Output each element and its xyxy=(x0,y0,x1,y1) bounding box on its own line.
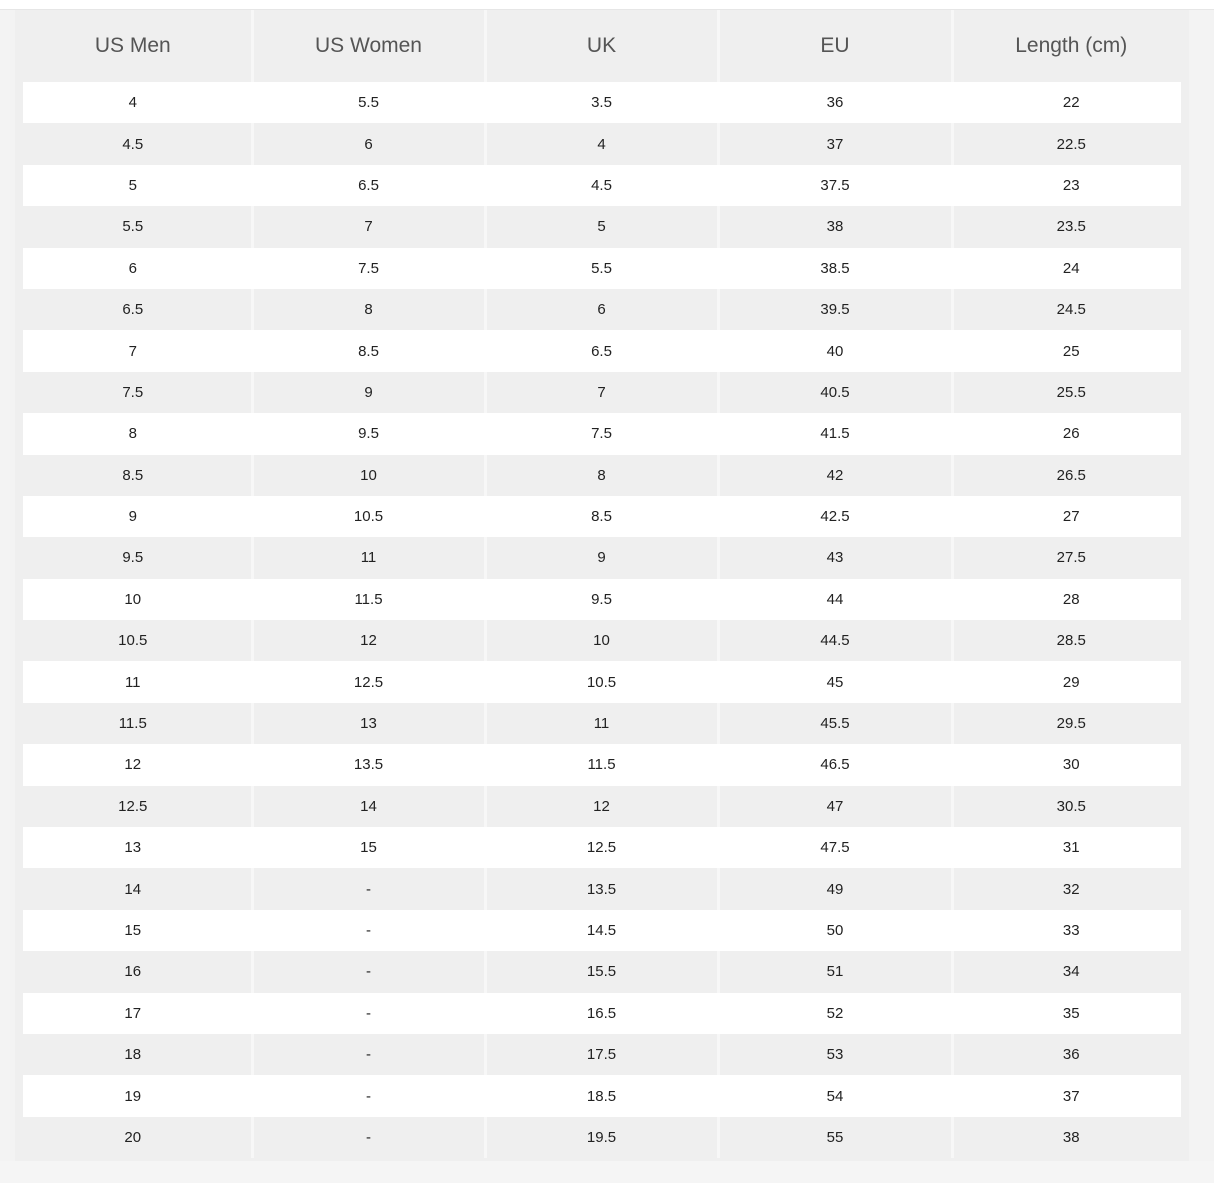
cell-eu: 47 xyxy=(718,786,952,827)
header-row xyxy=(15,10,1189,82)
cell-uk: 11 xyxy=(485,703,718,744)
cell-us-men: 6.5 xyxy=(15,289,252,330)
table-row xyxy=(15,123,1189,164)
cell-uk: 6 xyxy=(485,289,718,330)
table-row xyxy=(15,165,1189,206)
cell-us-women: - xyxy=(252,910,485,951)
cell-us-women: 9 xyxy=(252,372,485,413)
cell-length-cm: 24 xyxy=(952,248,1189,289)
cell-length-cm: 35 xyxy=(952,993,1189,1034)
table-row xyxy=(15,786,1189,827)
header-us-men: US Men xyxy=(15,10,252,82)
cell-length-cm: 29.5 xyxy=(952,703,1189,744)
cell-us-women: - xyxy=(252,993,485,1034)
cell-us-men: 12.5 xyxy=(15,786,252,827)
cell-us-men: 4.5 xyxy=(15,123,252,164)
cell-uk: 13.5 xyxy=(485,868,718,909)
cell-uk: 15.5 xyxy=(485,951,718,992)
cell-eu: 45.5 xyxy=(718,703,952,744)
table-row xyxy=(15,330,1189,371)
cell-eu: 42.5 xyxy=(718,496,952,537)
cell-eu: 50 xyxy=(718,910,952,951)
cell-length-cm: 23.5 xyxy=(952,206,1189,247)
cell-us-men: 17 xyxy=(15,993,252,1034)
size-chart-header xyxy=(15,10,1189,82)
header-uk: UK xyxy=(485,10,718,82)
cell-eu: 44 xyxy=(718,579,952,620)
cell-uk: 6.5 xyxy=(485,330,718,371)
table-row xyxy=(15,993,1189,1034)
table-row xyxy=(15,455,1189,496)
cell-eu: 39.5 xyxy=(718,289,952,330)
table-row xyxy=(15,537,1189,578)
cell-length-cm: 26 xyxy=(952,413,1189,454)
table-row xyxy=(15,951,1189,992)
table-row xyxy=(15,620,1189,661)
header-length-cm: Length (cm) xyxy=(952,10,1189,82)
cell-uk: 4.5 xyxy=(485,165,718,206)
cell-us-men: 13 xyxy=(15,827,252,868)
cell-eu: 46.5 xyxy=(718,744,952,785)
cell-length-cm: 25 xyxy=(952,330,1189,371)
cell-length-cm: 37 xyxy=(952,1075,1189,1116)
cell-us-men: 5 xyxy=(15,165,252,206)
cell-us-men: 18 xyxy=(15,1034,252,1075)
cell-length-cm: 29 xyxy=(952,661,1189,702)
table-row xyxy=(15,579,1189,620)
cell-us-women: - xyxy=(252,1075,485,1116)
table-row xyxy=(15,496,1189,537)
table-row xyxy=(15,413,1189,454)
cell-us-women: - xyxy=(252,1117,485,1158)
table-row xyxy=(15,82,1189,123)
cell-us-men: 15 xyxy=(15,910,252,951)
cell-uk: 12.5 xyxy=(485,827,718,868)
cell-us-women: 9.5 xyxy=(252,413,485,454)
cell-us-men: 10 xyxy=(15,579,252,620)
cell-us-men: 9 xyxy=(15,496,252,537)
cell-us-women: 14 xyxy=(252,786,485,827)
cell-us-women: 12.5 xyxy=(252,661,485,702)
table-row xyxy=(15,1075,1189,1116)
cell-uk: 11.5 xyxy=(485,744,718,785)
cell-us-men: 9.5 xyxy=(15,537,252,578)
cell-eu: 49 xyxy=(718,868,952,909)
cell-us-men: 20 xyxy=(15,1117,252,1158)
cell-us-women: 11.5 xyxy=(252,579,485,620)
table-row xyxy=(15,1117,1189,1158)
cell-length-cm: 22 xyxy=(952,82,1189,123)
cell-us-men: 5.5 xyxy=(15,206,252,247)
cell-uk: 5 xyxy=(485,206,718,247)
cell-eu: 42 xyxy=(718,455,952,496)
cell-eu: 37.5 xyxy=(718,165,952,206)
table-row xyxy=(15,289,1189,330)
cell-us-men: 11.5 xyxy=(15,703,252,744)
table-row xyxy=(15,827,1189,868)
table-row xyxy=(15,206,1189,247)
cell-us-women: 5.5 xyxy=(252,82,485,123)
cell-uk: 12 xyxy=(485,786,718,827)
cell-length-cm: 24.5 xyxy=(952,289,1189,330)
cell-eu: 45 xyxy=(718,661,952,702)
cell-eu: 47.5 xyxy=(718,827,952,868)
cell-us-women: 12 xyxy=(252,620,485,661)
cell-uk: 14.5 xyxy=(485,910,718,951)
cell-uk: 8 xyxy=(485,455,718,496)
cell-length-cm: 38 xyxy=(952,1117,1189,1158)
cell-eu: 40.5 xyxy=(718,372,952,413)
cell-eu: 41.5 xyxy=(718,413,952,454)
size-chart-container xyxy=(15,10,1189,1161)
cell-us-women: 6.5 xyxy=(252,165,485,206)
cell-length-cm: 26.5 xyxy=(952,455,1189,496)
cell-us-women: 8 xyxy=(252,289,485,330)
cell-eu: 53 xyxy=(718,1034,952,1075)
cell-eu: 43 xyxy=(718,537,952,578)
cell-us-women: 8.5 xyxy=(252,330,485,371)
cell-uk: 3.5 xyxy=(485,82,718,123)
size-chart-body xyxy=(15,82,1189,1158)
cell-uk: 19.5 xyxy=(485,1117,718,1158)
cell-length-cm: 30.5 xyxy=(952,786,1189,827)
cell-uk: 8.5 xyxy=(485,496,718,537)
cell-uk: 9 xyxy=(485,537,718,578)
cell-us-men: 10.5 xyxy=(15,620,252,661)
top-strip xyxy=(0,0,1214,10)
cell-length-cm: 22.5 xyxy=(952,123,1189,164)
cell-us-women: 11 xyxy=(252,537,485,578)
cell-eu: 51 xyxy=(718,951,952,992)
cell-us-men: 19 xyxy=(15,1075,252,1116)
header-us-women: US Women xyxy=(252,10,485,82)
cell-uk: 17.5 xyxy=(485,1034,718,1075)
cell-uk: 5.5 xyxy=(485,248,718,289)
cell-us-men: 7 xyxy=(15,330,252,371)
cell-us-women: - xyxy=(252,951,485,992)
cell-us-men: 12 xyxy=(15,744,252,785)
cell-length-cm: 23 xyxy=(952,165,1189,206)
cell-us-women: 10 xyxy=(252,455,485,496)
table-row xyxy=(15,248,1189,289)
cell-uk: 16.5 xyxy=(485,993,718,1034)
cell-eu: 44.5 xyxy=(718,620,952,661)
cell-us-women: 7 xyxy=(252,206,485,247)
cell-us-women: - xyxy=(252,1034,485,1075)
cell-length-cm: 34 xyxy=(952,951,1189,992)
cell-length-cm: 36 xyxy=(952,1034,1189,1075)
cell-uk: 10 xyxy=(485,620,718,661)
cell-uk: 4 xyxy=(485,123,718,164)
table-row xyxy=(15,744,1189,785)
cell-us-men: 11 xyxy=(15,661,252,702)
cell-us-men: 16 xyxy=(15,951,252,992)
cell-eu: 55 xyxy=(718,1117,952,1158)
cell-us-men: 4 xyxy=(15,82,252,123)
cell-us-women: 6 xyxy=(252,123,485,164)
cell-eu: 54 xyxy=(718,1075,952,1116)
cell-length-cm: 27.5 xyxy=(952,537,1189,578)
table-row xyxy=(15,910,1189,951)
cell-length-cm: 30 xyxy=(952,744,1189,785)
cell-us-women: 7.5 xyxy=(252,248,485,289)
cell-eu: 38 xyxy=(718,206,952,247)
cell-uk: 18.5 xyxy=(485,1075,718,1116)
cell-length-cm: 31 xyxy=(952,827,1189,868)
cell-us-men: 8 xyxy=(15,413,252,454)
table-row xyxy=(15,703,1189,744)
cell-us-men: 8.5 xyxy=(15,455,252,496)
cell-length-cm: 27 xyxy=(952,496,1189,537)
cell-length-cm: 25.5 xyxy=(952,372,1189,413)
cell-uk: 7 xyxy=(485,372,718,413)
cell-eu: 37 xyxy=(718,123,952,164)
table-row xyxy=(15,1034,1189,1075)
cell-uk: 9.5 xyxy=(485,579,718,620)
table-row xyxy=(15,661,1189,702)
cell-eu: 36 xyxy=(718,82,952,123)
cell-length-cm: 32 xyxy=(952,868,1189,909)
header-eu: EU xyxy=(718,10,952,82)
cell-eu: 38.5 xyxy=(718,248,952,289)
cell-uk: 10.5 xyxy=(485,661,718,702)
cell-uk: 7.5 xyxy=(485,413,718,454)
cell-length-cm: 28 xyxy=(952,579,1189,620)
cell-us-men: 7.5 xyxy=(15,372,252,413)
cell-length-cm: 28.5 xyxy=(952,620,1189,661)
cell-us-women: 10.5 xyxy=(252,496,485,537)
cell-eu: 52 xyxy=(718,993,952,1034)
table-row xyxy=(15,372,1189,413)
size-chart-table xyxy=(15,10,1189,1158)
cell-us-women: 13.5 xyxy=(252,744,485,785)
bottom-strip xyxy=(0,1161,1214,1183)
cell-eu: 40 xyxy=(718,330,952,371)
table-row xyxy=(15,868,1189,909)
cell-us-women: - xyxy=(252,868,485,909)
cell-length-cm: 33 xyxy=(952,910,1189,951)
cell-us-women: 15 xyxy=(252,827,485,868)
cell-us-men: 14 xyxy=(15,868,252,909)
cell-us-men: 6 xyxy=(15,248,252,289)
cell-us-women: 13 xyxy=(252,703,485,744)
